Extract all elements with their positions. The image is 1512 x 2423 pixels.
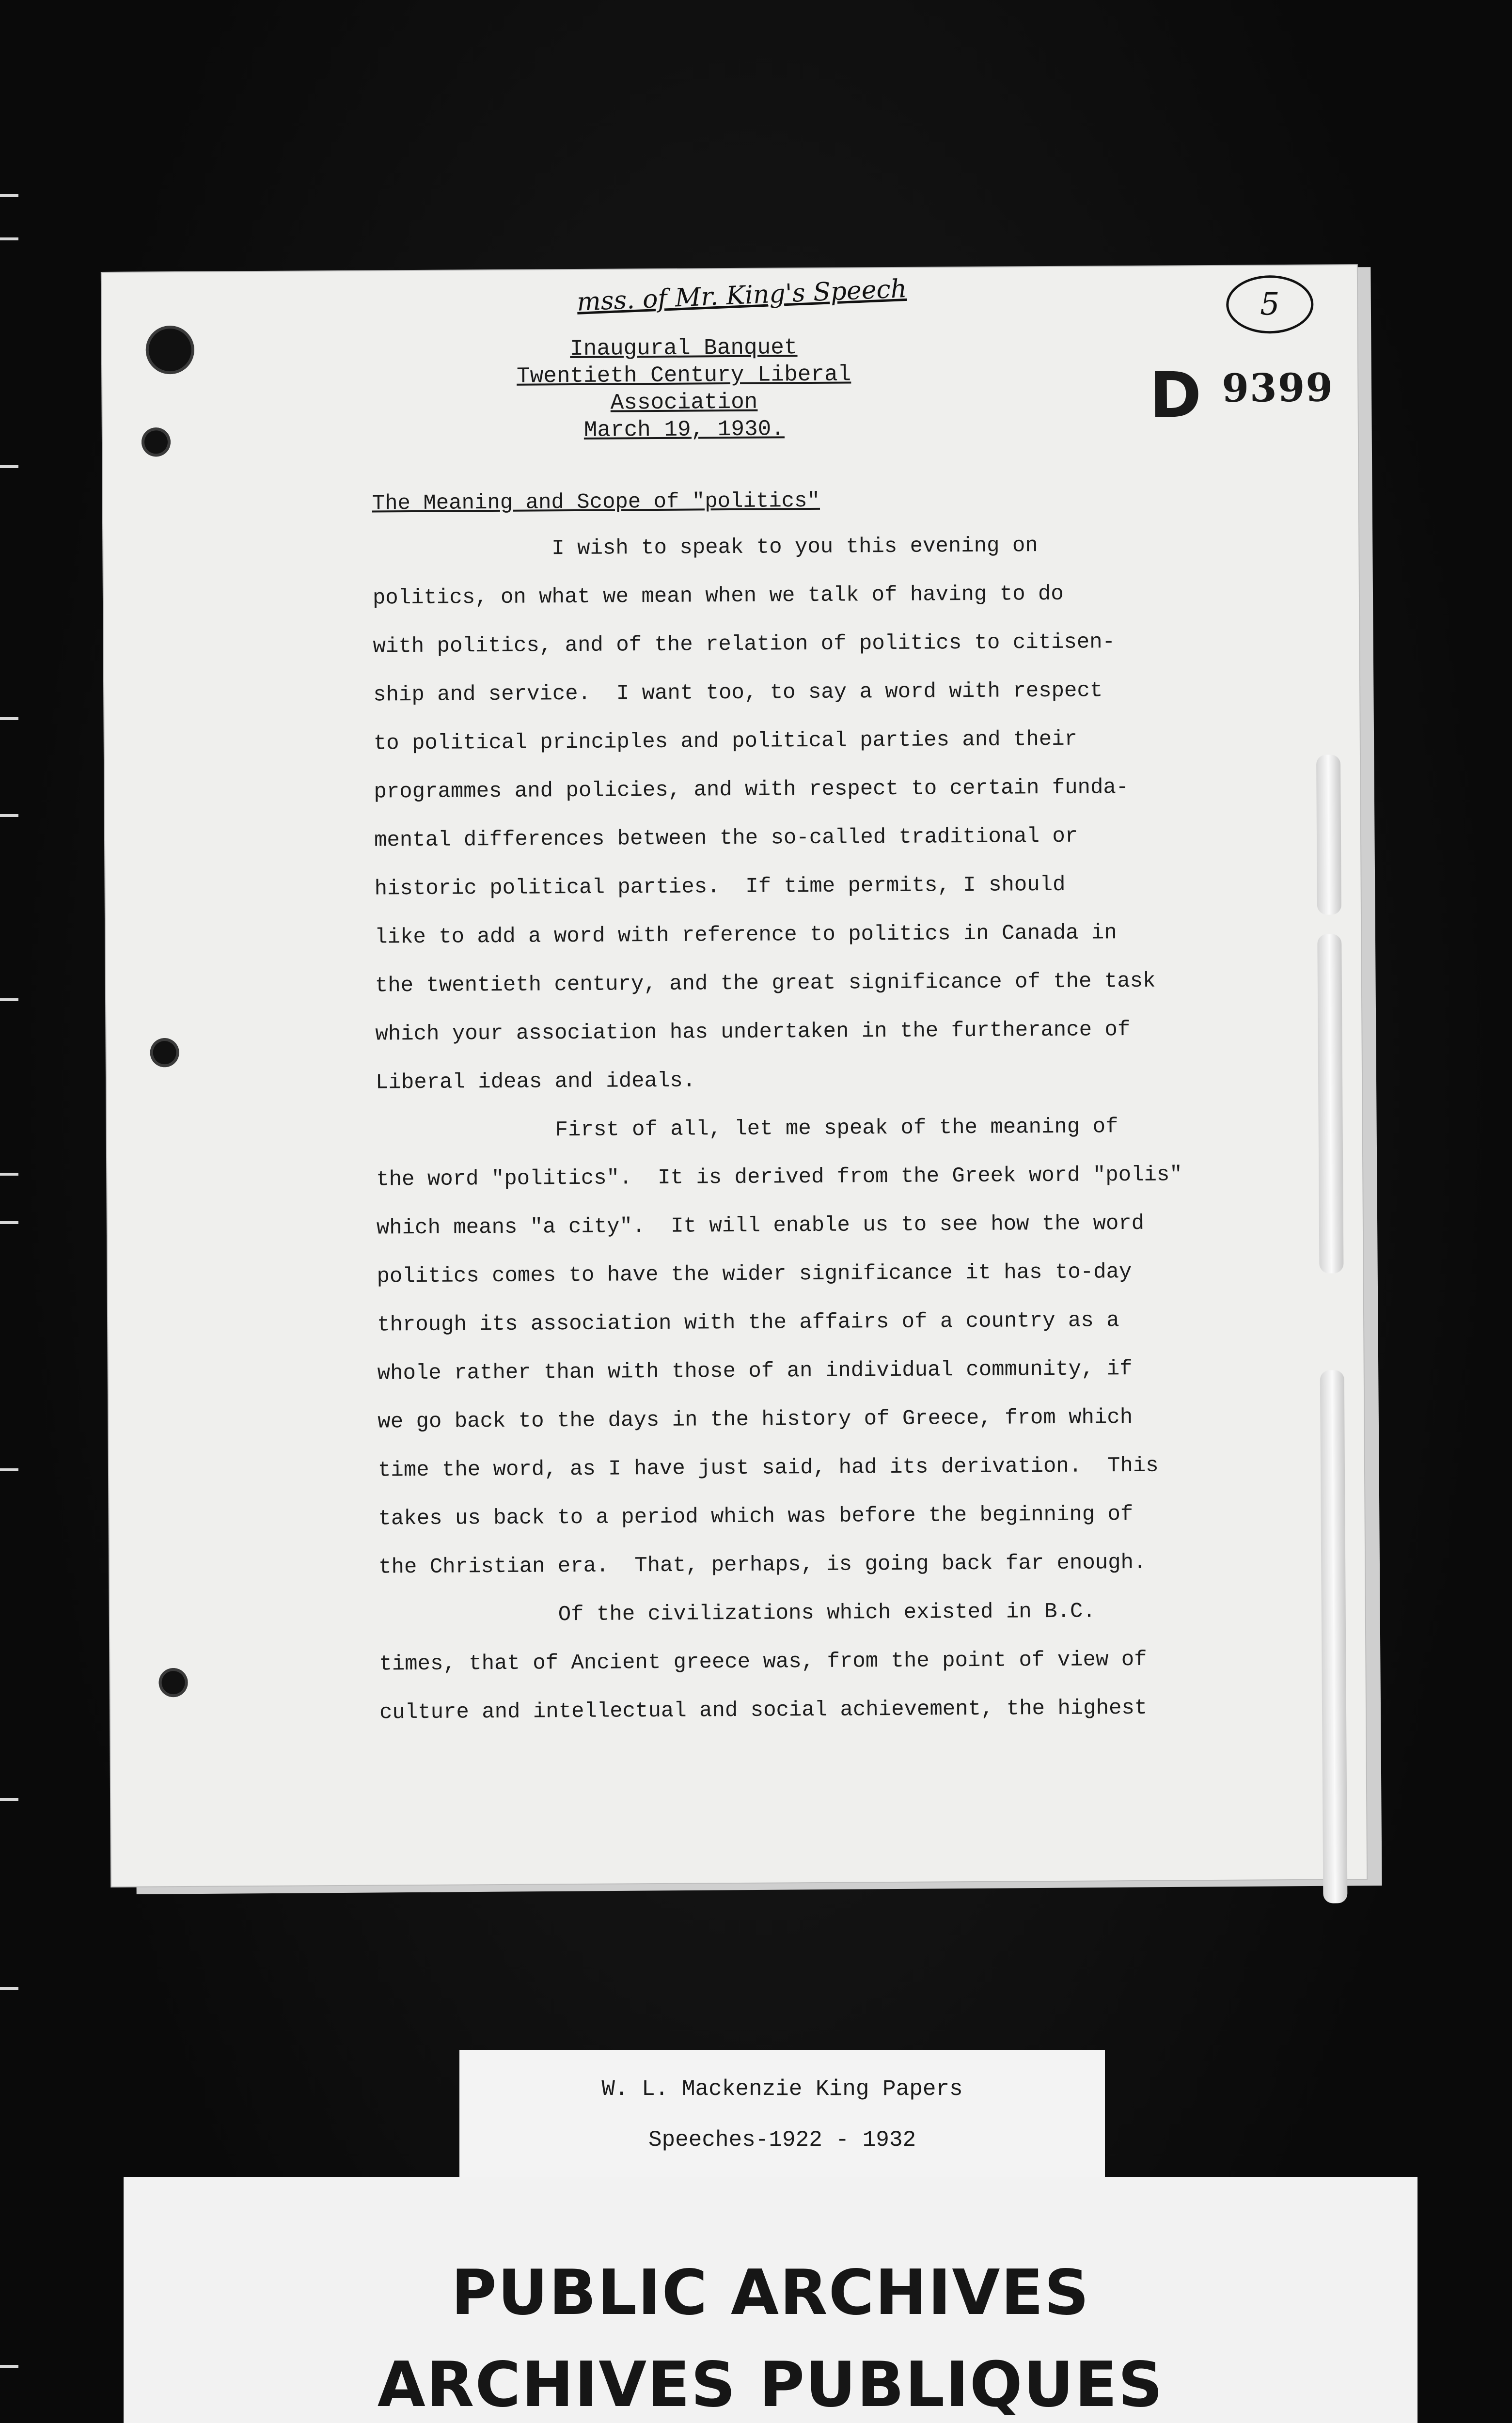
punch-hole — [158, 1668, 188, 1697]
film-tick — [0, 1173, 18, 1176]
film-tick — [0, 465, 18, 468]
film-tick — [0, 1468, 18, 1471]
film-tick — [0, 194, 18, 197]
text-line: the word "politics". It is derived from the Greek word "polis" — [376, 1163, 1182, 1192]
film-tick — [0, 1221, 18, 1224]
text-line: historic political parties. If time permits, I should — [374, 872, 1066, 901]
film-tick — [0, 998, 18, 1001]
text-line: we go back to the days in the history of Greece, from which — [378, 1405, 1133, 1434]
page-fold — [1316, 755, 1341, 914]
page-number: 5 — [1226, 275, 1314, 334]
archives-title-english: PUBLIC ARCHIVES — [451, 2257, 1090, 2329]
film-tick — [0, 1798, 18, 1801]
film-tick — [0, 237, 18, 240]
film-tick — [0, 2365, 18, 2368]
document-page — [102, 265, 1367, 1887]
stamp-number: 9399 — [1222, 364, 1334, 411]
text-line: ship and service. I want too, to say a word with respect — [373, 678, 1103, 708]
text-line: takes us back to a period which was before the beginning of — [378, 1502, 1134, 1531]
text-line: Liberal ideas and ideals. — [375, 1069, 696, 1095]
text-line: like to add a word with reference to politics in Canada in — [375, 921, 1117, 950]
text-line: whole rather than with those of an individual community, if — [377, 1356, 1133, 1386]
page-fold — [1320, 1370, 1348, 1903]
header-line: March 19, 1930. — [583, 416, 785, 443]
punch-hole — [146, 326, 195, 375]
punch-hole — [150, 1038, 179, 1067]
film-tick — [0, 814, 18, 817]
text-line: with politics, and of the relation of politics to citisen- — [373, 630, 1116, 659]
text-line: time the word, as I have just said, had its derivation. This — [378, 1453, 1159, 1483]
text-line: programmes and policies, and with respect to certain funda- — [374, 775, 1129, 804]
text-line: which means "a city". It will enable us to see how the word — [376, 1211, 1145, 1241]
text-line: Of the civilizations which existed in B.C. — [558, 1599, 1096, 1627]
body-text — [372, 520, 1300, 1737]
stamp-letter: D — [1149, 358, 1202, 432]
film-tick — [0, 1987, 18, 1990]
document-header — [451, 333, 917, 445]
text-line: politics comes to have the wider significance it has to-day — [377, 1259, 1132, 1289]
text-line: mental differences between the so-called traditional or — [374, 824, 1078, 853]
text-line: culture and intellectual and social achievement, the highest — [379, 1696, 1148, 1725]
film-tick — [0, 717, 18, 720]
text-line: the Christian era. That, perhaps, is going back far enough. — [378, 1550, 1147, 1580]
text-line: to political principles and political parties and their — [373, 727, 1078, 756]
archives-label — [124, 2177, 1418, 2423]
text-line: times, that of Ancient greece was, from the point of view of — [379, 1647, 1147, 1677]
handwritten-note: mss. of Mr. King's Speech — [576, 274, 908, 317]
collection-series: Speeches-1922 - 1932 — [648, 2127, 916, 2153]
text-line: politics, on what we mean when we talk of having to do — [372, 582, 1064, 611]
text-line: I wish to speak to you this evening on — [551, 534, 1038, 561]
text-line: First of all, let me speak of the meaning of — [555, 1115, 1118, 1143]
section-title: The Meaning and Scope of "politics" — [372, 488, 820, 516]
punch-hole — [142, 427, 171, 456]
header-line: Twentieth Century Liberal Association — [516, 362, 851, 416]
archives-title-french: ARCHIVES PUBLIQUES — [377, 2349, 1164, 2421]
page-fold — [1317, 934, 1343, 1273]
text-line: the twentieth century, and the great significance of the task — [375, 969, 1156, 998]
collection-name: W. L. Mackenzie King Papers — [601, 2077, 963, 2102]
collection-label — [459, 2050, 1105, 2181]
text-line: which your association has undertaken in the furtherance of — [375, 1018, 1131, 1047]
text-line: through its association with the affairs of a country as a — [377, 1308, 1119, 1337]
header-line: Inaugural Banquet — [570, 335, 798, 362]
